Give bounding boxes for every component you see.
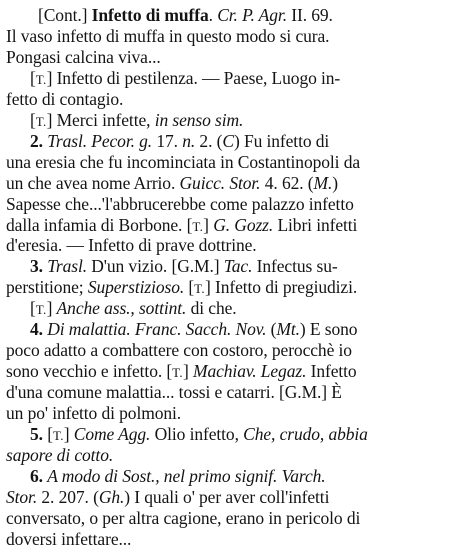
text-segment: ] Infetto di pregiudizi. bbox=[204, 277, 358, 298]
text-segment: ] Infetto di pestilenza. — Paese, Luogo in- bbox=[46, 67, 341, 88]
text-line bbox=[6, 46, 161, 68]
text-segment: Trasl. Pecor. g. bbox=[47, 130, 153, 151]
text-line bbox=[38, 4, 333, 26]
text-segment: di che. bbox=[186, 298, 237, 319]
text-segment: Cr. P. Agr. bbox=[217, 5, 287, 25]
text-segment: Olio infetto, bbox=[150, 424, 244, 444]
text-segment: Come Agg. bbox=[73, 424, 151, 444]
text-segment: [ bbox=[47, 424, 53, 444]
text-segment: Infetto di muffa bbox=[91, 5, 209, 25]
text-segment: Che, crudo, abbia bbox=[243, 424, 368, 444]
text-line bbox=[6, 88, 123, 110]
text-segment: Sapesse che...'l'abbrucerebbe come palazzo infetto bbox=[6, 193, 354, 214]
text-segment: in senso sim. bbox=[154, 109, 244, 130]
text-segment: [Cont.] bbox=[38, 5, 92, 25]
text-line bbox=[30, 255, 338, 277]
text-segment: ] bbox=[203, 214, 214, 235]
text-segment: 17. bbox=[152, 130, 183, 151]
text-segment: T. bbox=[192, 218, 204, 234]
text-segment: [ bbox=[184, 277, 195, 298]
text-line bbox=[6, 214, 357, 236]
text-segment: Guicc. Stor. bbox=[179, 172, 261, 193]
text-segment: Il vaso infetto di muffa in questo modo si cura. bbox=[6, 25, 330, 46]
text-segment: Pongasi calcina viva... bbox=[6, 46, 161, 67]
text-segment: G. Gozz. bbox=[213, 214, 274, 235]
text-segment: perstitione; bbox=[6, 277, 88, 298]
text-segment: 6. bbox=[30, 465, 48, 486]
text-segment: una eresia che fu incominciata in Costantinopoli da bbox=[6, 151, 361, 172]
text-line bbox=[6, 276, 357, 298]
text-segment: conversato, o per altra cagione, erano in pericolo di bbox=[6, 507, 361, 528]
text-line bbox=[6, 507, 360, 529]
text-segment: T. bbox=[35, 113, 47, 129]
text-segment: Anche ass., sottint. bbox=[56, 298, 187, 319]
text-line bbox=[30, 109, 243, 131]
text-line bbox=[6, 381, 342, 403]
text-segment: . bbox=[208, 5, 218, 25]
text-segment: 3. bbox=[30, 256, 48, 277]
text-segment: D'un vizio. [G.M.] bbox=[86, 256, 224, 277]
text-segment: Superstizioso. bbox=[87, 277, 185, 298]
text-segment: ) E sono bbox=[299, 319, 358, 340]
text-segment: doversi infettare... bbox=[6, 528, 132, 549]
text-segment: M. bbox=[313, 172, 333, 193]
text-segment: ] bbox=[182, 361, 193, 382]
text-segment: ) bbox=[332, 172, 339, 193]
text-line bbox=[30, 130, 329, 152]
text-line bbox=[6, 402, 181, 424]
text-segment: ] Merci infette, bbox=[46, 109, 155, 130]
text-line bbox=[6, 339, 352, 361]
text-line bbox=[30, 297, 237, 319]
text-segment: T. bbox=[172, 365, 183, 381]
text-line bbox=[6, 151, 360, 173]
text-line bbox=[6, 234, 257, 256]
text-segment: un che avea nome Arrio. bbox=[6, 172, 180, 193]
text-segment: T. bbox=[35, 302, 47, 318]
text-segment: poco adatto a combattere con costoro, perocchè io bbox=[6, 340, 352, 361]
text-segment: 4. bbox=[30, 319, 48, 340]
text-segment: [ bbox=[30, 298, 36, 319]
text-segment: sapore di cotto. bbox=[6, 444, 114, 465]
text-segment: T. bbox=[52, 428, 64, 443]
text-segment: 2. ( bbox=[195, 130, 223, 151]
text-segment: [ bbox=[30, 67, 36, 88]
text-segment: Infectus su- bbox=[252, 256, 338, 277]
text-segment: T. bbox=[35, 71, 47, 87]
text-segment: d'eresia. — Infetto di prave dottrine. bbox=[6, 235, 257, 256]
text-segment: 2. 207. ( bbox=[37, 486, 99, 507]
text-line bbox=[6, 193, 354, 215]
text-line bbox=[6, 172, 338, 194]
text-line bbox=[30, 318, 357, 340]
text-segment: 4. 62. ( bbox=[260, 172, 314, 193]
text-segment: Infetto bbox=[306, 361, 357, 382]
text-segment: Di malattia. Franc. Sacch. Nov. bbox=[47, 319, 267, 340]
text-segment: T. bbox=[194, 281, 205, 297]
text-line bbox=[6, 25, 329, 47]
text-line bbox=[30, 67, 340, 89]
text-segment: ) I quali o' per aver coll'infetti bbox=[124, 486, 330, 507]
text-segment: un po' infetto di polmoni. bbox=[6, 403, 182, 424]
text-segment: C bbox=[222, 130, 234, 151]
text-segment: ) Fu infetto di bbox=[233, 130, 330, 151]
text-line bbox=[6, 486, 329, 508]
text-line bbox=[30, 465, 326, 487]
text-segment: sono vecchio e infetto. [ bbox=[6, 361, 173, 382]
text-segment: Stor. bbox=[6, 486, 38, 507]
text-segment: Mt. bbox=[276, 319, 300, 340]
text-line bbox=[6, 528, 131, 550]
text-segment: 5. bbox=[30, 424, 48, 444]
text-segment: ] bbox=[46, 298, 57, 319]
text-segment: [ bbox=[30, 109, 36, 130]
text-segment: Tac. bbox=[223, 256, 253, 277]
text-segment: Trasl. bbox=[47, 256, 87, 277]
text-segment: A modo di Sost., nel primo signif. Varch. bbox=[47, 465, 326, 486]
text-segment: ( bbox=[266, 319, 277, 340]
text-segment: d'una comune malattia... tossi e catarri. [G.M.] È bbox=[6, 382, 342, 403]
text-segment: 2. bbox=[30, 130, 48, 151]
text-segment: fetto di contagio. bbox=[6, 88, 124, 109]
text-segment: Gh. bbox=[98, 486, 125, 507]
text-segment: n. bbox=[182, 130, 196, 151]
text-segment: Libri infetti bbox=[273, 214, 358, 235]
text-line bbox=[30, 423, 368, 445]
text-line bbox=[6, 444, 113, 466]
text-segment: ] bbox=[63, 424, 74, 444]
text-segment: Machiav. Legaz. bbox=[192, 361, 307, 382]
text-segment: II. 69. bbox=[286, 5, 333, 25]
text-line bbox=[6, 360, 357, 382]
text-segment: dalla infamia di Borbone. [ bbox=[6, 214, 193, 235]
